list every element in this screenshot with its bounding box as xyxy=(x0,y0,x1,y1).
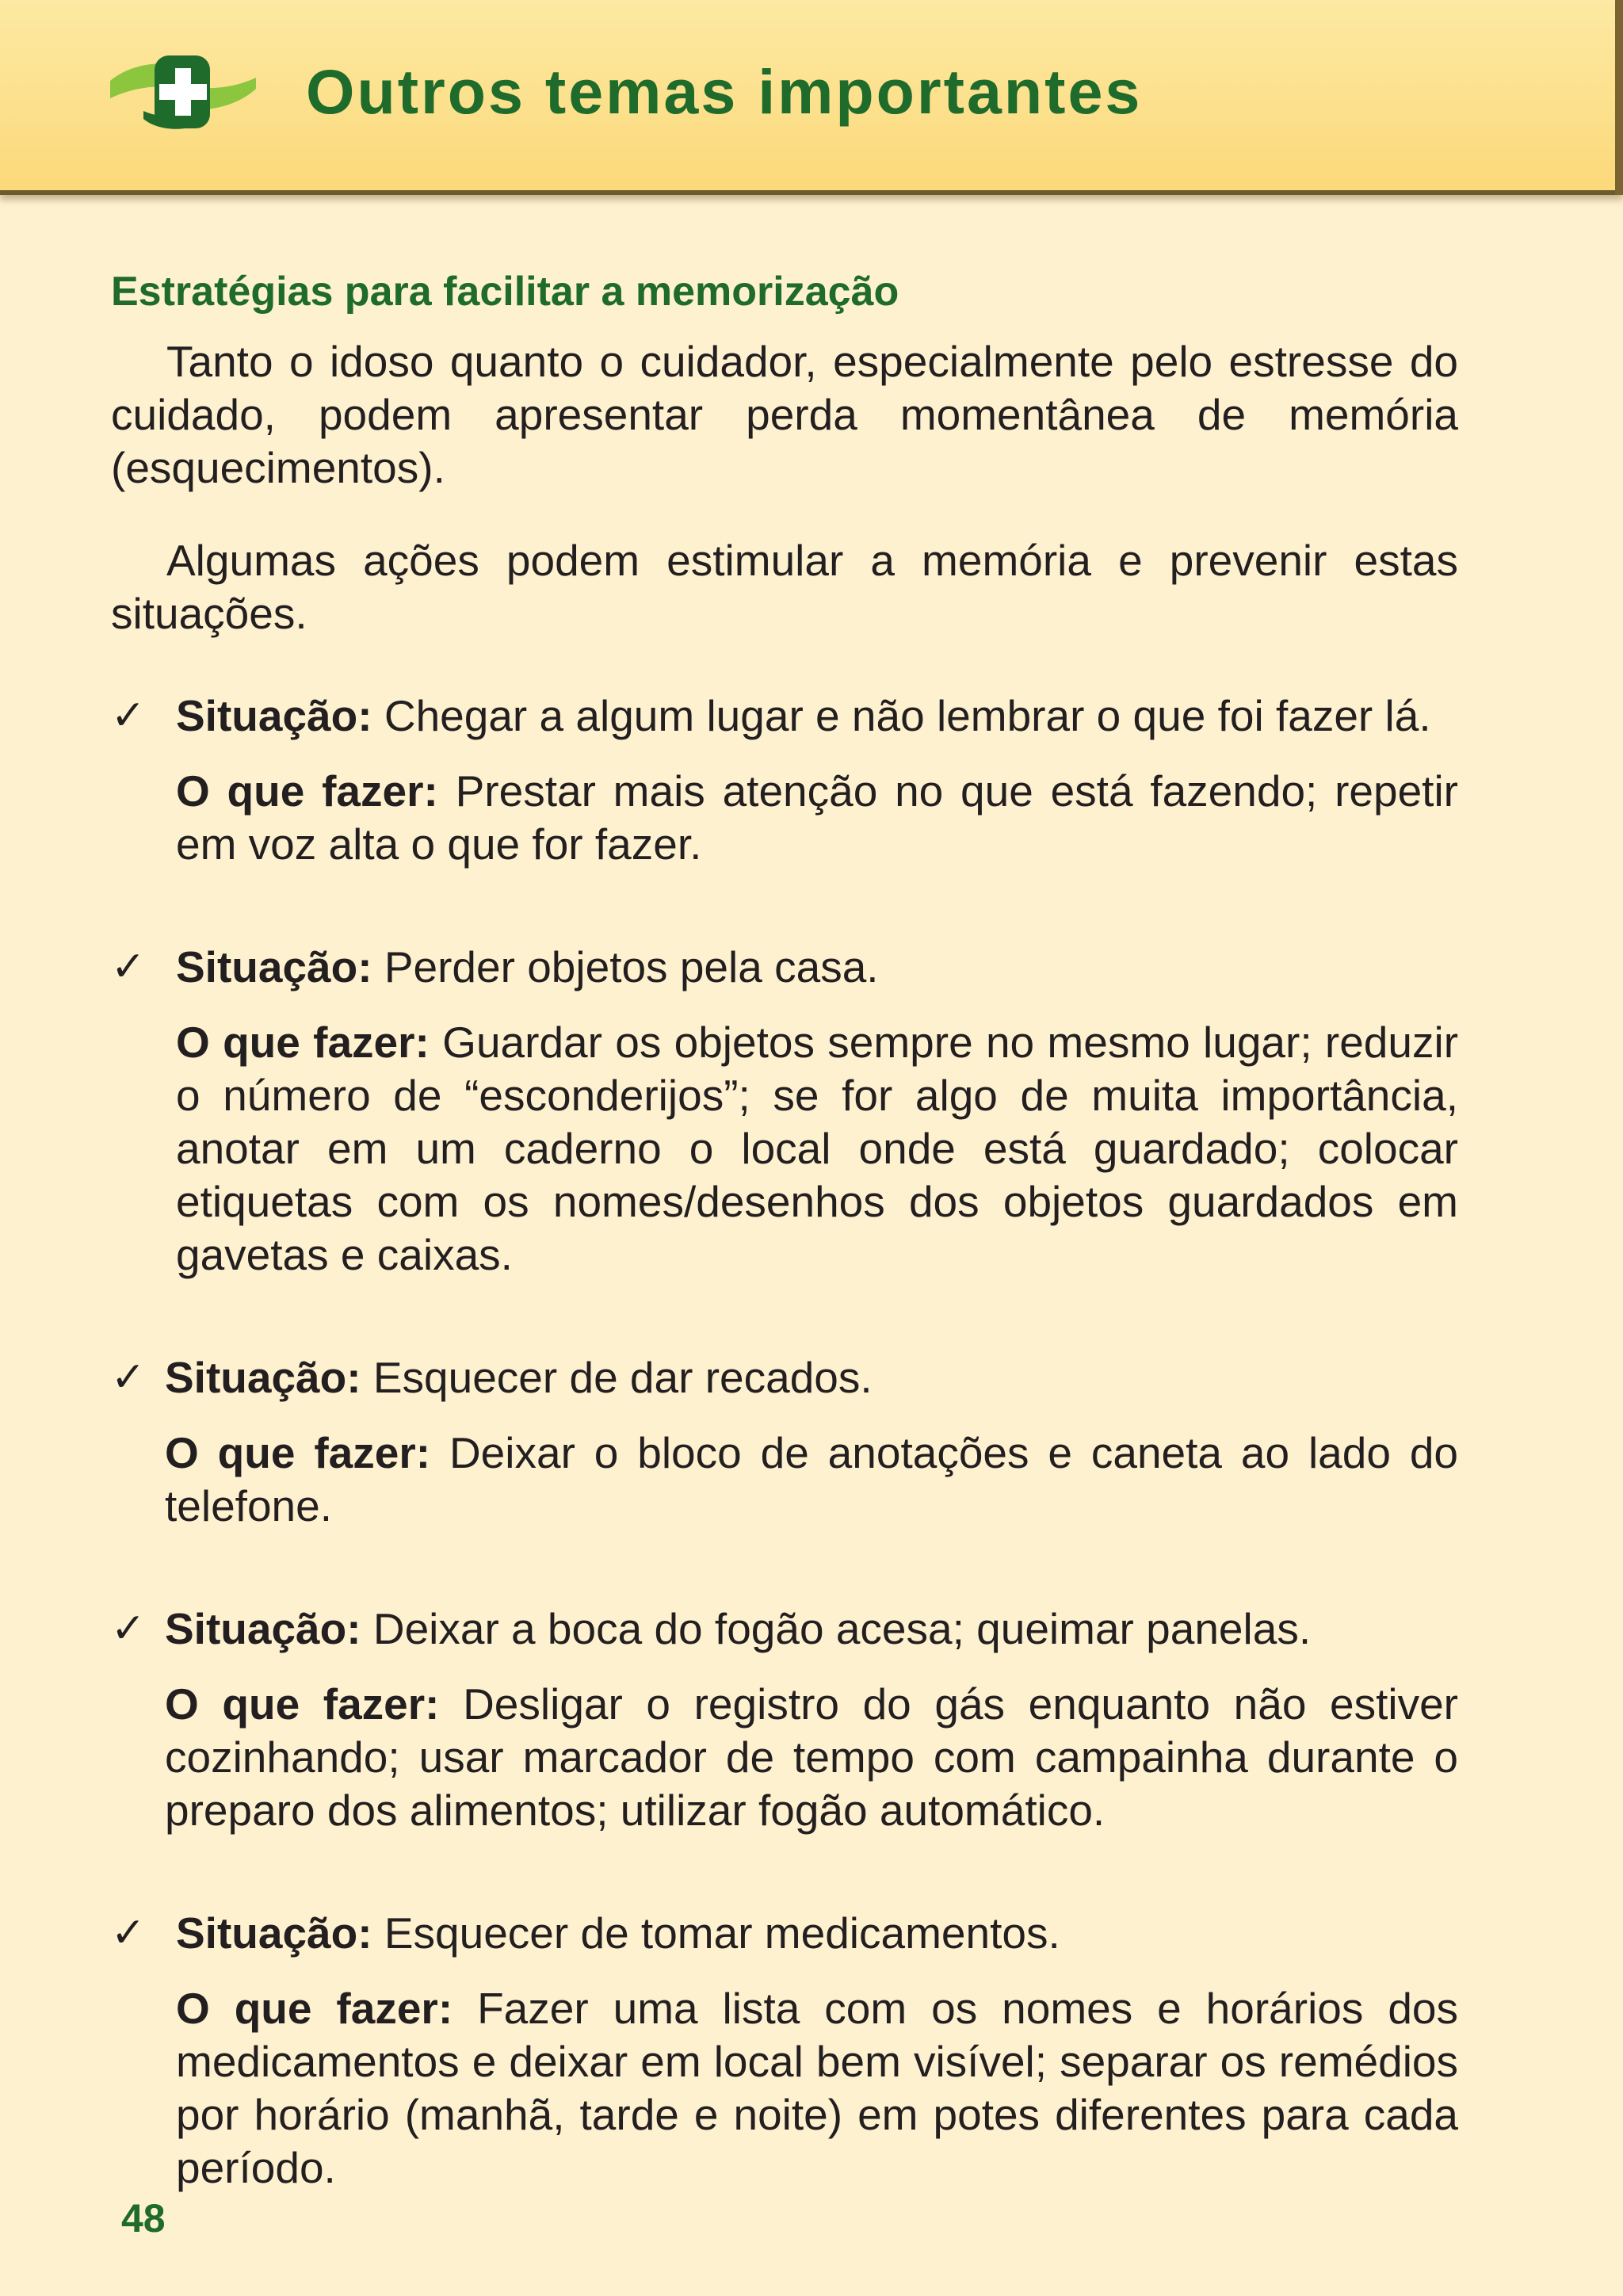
page-header xyxy=(0,0,1623,195)
intro-paragraph-1: Tanto o idoso quanto o cuidador, especialmente pelo estresse do cuidado, podem apresentar perda momentânea de memória (esquecimentos). xyxy=(111,337,1458,492)
situation-text: Perder objetos pela casa. xyxy=(372,942,879,991)
action-line xyxy=(176,1982,1458,2195)
action-line xyxy=(165,1678,1458,1837)
list-item xyxy=(111,690,1458,871)
checkmark-icon: ✓ xyxy=(111,1354,146,1400)
page-title: Outros temas importantes xyxy=(306,56,1143,127)
situation-label: Situação: xyxy=(176,942,372,991)
situation-line xyxy=(176,941,1458,994)
list-item xyxy=(111,1603,1458,1837)
action-label: O que fazer: xyxy=(176,1984,453,2033)
situation-label: Situação: xyxy=(165,1353,361,1402)
situation-line xyxy=(176,690,1458,743)
action-text: Desligar o registro do gás enquanto não estiver cozinhando; usar marcador de tempo com campainha durante o preparo dos alimentos; utilizar fogão automático. xyxy=(165,1679,1459,1835)
situation-label: Situação: xyxy=(165,1604,361,1653)
page-number: 48 xyxy=(121,2196,166,2241)
situation-label: Situação: xyxy=(176,1908,372,1958)
situation-text: Chegar a algum lugar e não lembrar o que foi fazer lá. xyxy=(372,691,1431,740)
action-text: Deixar o bloco de anotações e caneta ao lado do telefone. xyxy=(165,1428,1459,1530)
checkmark-icon: ✓ xyxy=(111,1606,146,1652)
list-item xyxy=(111,1907,1458,2195)
action-line xyxy=(176,765,1458,871)
situation-label: Situação: xyxy=(176,691,372,740)
action-label: O que fazer: xyxy=(176,766,438,816)
situation-text: Esquecer de tomar medicamentos. xyxy=(372,1908,1060,1958)
checkmark-icon: ✓ xyxy=(111,693,146,739)
action-line xyxy=(165,1427,1458,1533)
checkmark-icon: ✓ xyxy=(111,1910,146,1956)
action-label: O que fazer: xyxy=(176,1018,430,1067)
action-line xyxy=(176,1016,1458,1282)
intro-paragraph-2: Algumas ações podem estimular a memória e prevenir estas situações. xyxy=(111,536,1458,638)
action-text: Prestar mais atenção no que está fazendo; repetir em voz alta o que for fazer. xyxy=(176,766,1458,869)
action-text: Fazer uma lista com os nomes e horários dos medicamentos e deixar em local bem visível; separar os remédios por horário (manhã, tarde e noite) em potes diferentes para cada período. xyxy=(176,1984,1458,2192)
situation-line xyxy=(165,1351,1458,1404)
checkmark-icon: ✓ xyxy=(111,944,146,990)
header-edge xyxy=(1615,0,1623,195)
list-item xyxy=(111,1351,1458,1533)
action-label: O que fazer: xyxy=(165,1428,431,1477)
action-label: O que fazer: xyxy=(165,1679,440,1729)
action-text: Guardar os objetos sempre no mesmo lugar; reduzir o número de “esconderijos”; se for algo de muita importância, anotar em um caderno o local onde está guardado; colocar etiquetas com os nomes/desenhos dos objetos guardados em gavetas e caixas. xyxy=(176,1018,1459,1279)
green-cross-logo-icon xyxy=(107,49,259,136)
situation-text: Deixar a boca do fogão acesa; queimar panelas. xyxy=(361,1604,1312,1653)
section-title: Estratégias para facilitar a memorização xyxy=(111,269,899,315)
situation-text: Esquecer de dar recados. xyxy=(361,1353,873,1402)
main-content xyxy=(111,266,1458,2264)
situation-line xyxy=(176,1907,1458,1960)
list-item xyxy=(111,941,1458,1282)
situation-line xyxy=(165,1603,1458,1656)
